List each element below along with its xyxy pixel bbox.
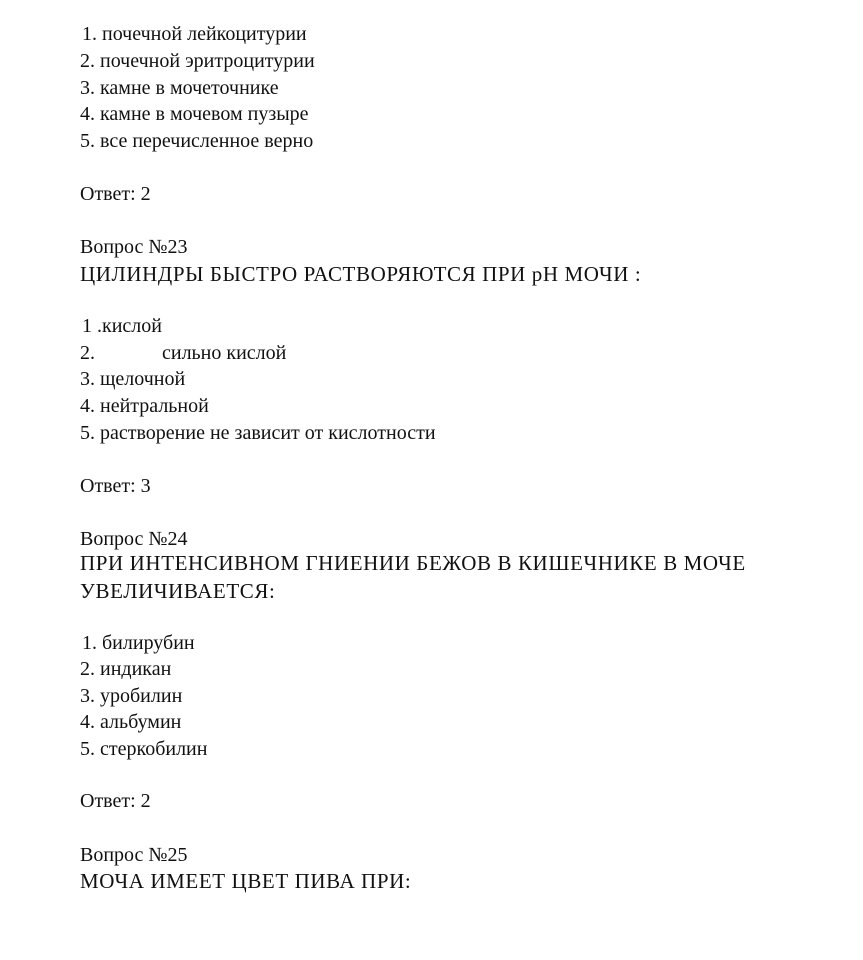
question-header: Вопрос №23 (80, 236, 188, 258)
answer-text: Ответ: 3 (80, 475, 151, 497)
option-item: 5. стеркобилин (80, 738, 208, 760)
option-item: 2. почечной эритроцитурии (80, 50, 315, 72)
option-item: 4. альбумин (80, 711, 182, 733)
option-item: 1 .кислой (82, 315, 162, 337)
option-item: 3. уробилин (80, 685, 183, 707)
option-item: 2. индикан (80, 658, 172, 680)
question-header: Вопрос №25 (80, 844, 188, 866)
option-item: 4. камне в мочевом пузыре (80, 103, 309, 125)
question-text: ЦИЛИНДРЫ БЫСТРО РАСТВОРЯЮТСЯ ПРИ pH МОЧИ : (80, 262, 642, 286)
question-text-continued: УВЕЛИЧИВАЕТСЯ: (80, 579, 276, 603)
option-item: 4. нейтральной (80, 395, 209, 417)
option-item: 1. почечной лейкоцитурии (82, 23, 307, 45)
option-label: сильно кислой (162, 342, 287, 364)
question-text: ПРИ ИНТЕНСИВНОМ ГНИЕНИИ БЕЖОВ В КИШЕЧНИКЕ В МОЧЕ (80, 551, 746, 575)
option-item: 3. камне в мочеточнике (80, 77, 279, 99)
option-item: 5. растворение не зависит от кислотности (80, 422, 436, 444)
option-item: 5. все перечисленное верно (80, 130, 314, 152)
option-item (80, 341, 286, 365)
answer-text: Ответ: 2 (80, 183, 151, 205)
question-text: МОЧА ИМЕЕТ ЦВЕТ ПИВА ПРИ: (80, 869, 412, 893)
option-item: 3. щелочной (80, 368, 186, 390)
option-item: 1. билирубин (82, 632, 195, 654)
answer-text: Ответ: 2 (80, 790, 151, 812)
question-header: Вопрос №24 (80, 528, 188, 550)
option-number: 2. (80, 342, 95, 364)
